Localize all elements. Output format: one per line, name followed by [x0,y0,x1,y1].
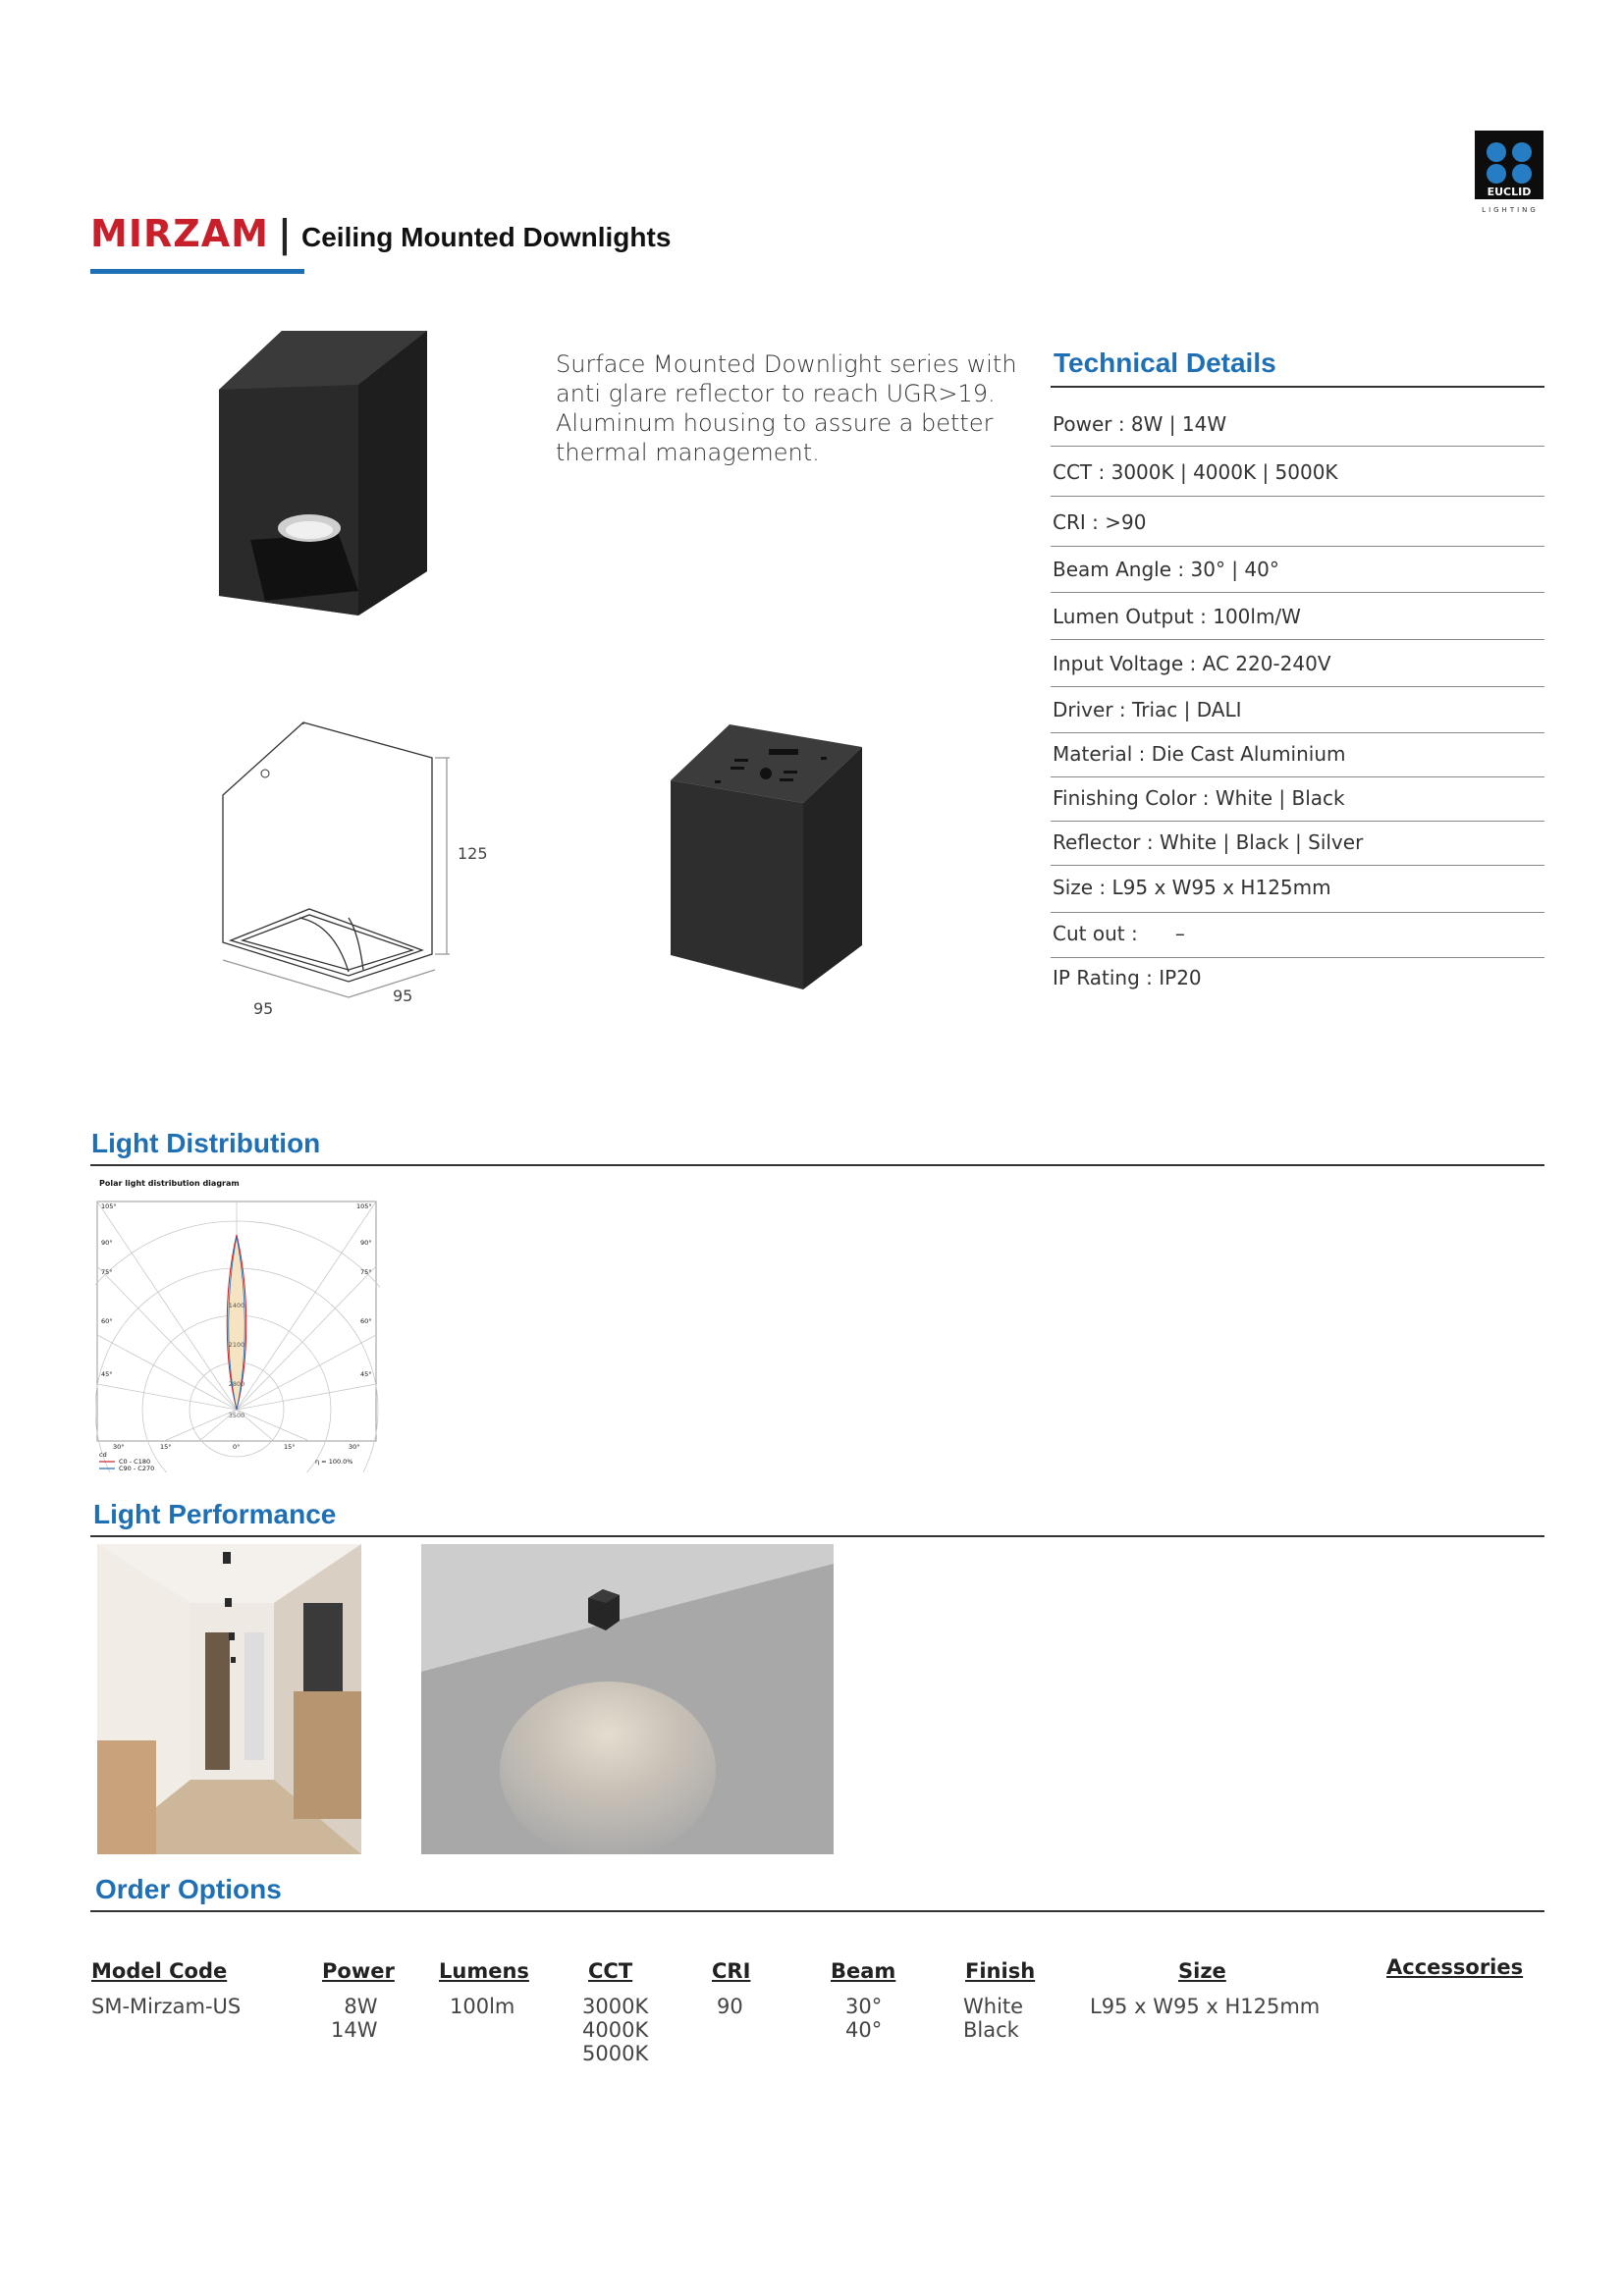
cell-lumens: 100lm [450,1995,515,2018]
cell-size: L95 x W95 x H125mm [1090,1995,1321,2018]
column-header-cct: CCT [588,1959,633,1983]
cell-beam: 30° 40° [845,1995,883,2042]
spec-divider [1051,546,1544,547]
spec-cct: CCT : 3000K | 4000K | 5000K [1053,460,1338,484]
polar-efficiency: η = 100.0% [315,1458,353,1466]
column-header-beam: Beam [831,1959,896,1983]
logo-subtitle: LIGHTING [1482,206,1539,214]
cell-model: SM-Mirzam-US [91,1995,242,2018]
column-header-cri: CRI [712,1959,751,1983]
polar-ring-label: 2100 [228,1341,245,1349]
technical-details-heading: Technical Details [1054,347,1276,378]
light-performance-heading: Light Performance [93,1499,337,1529]
column-header-lumens: Lumens [439,1959,529,1983]
spec-divider [1051,496,1544,497]
column-header-accessories: Accessories [1386,1955,1524,1979]
polar-legend-c90: C90 - C270 [119,1465,155,1472]
spec-divider [1051,957,1544,958]
order-options-heading: Order Options [95,1874,282,1904]
polar-angle-label: 90° [360,1239,372,1247]
brand-separator: | [278,212,292,255]
dimension-drawing [211,717,506,1021]
polar-angle-label: 15° [160,1443,172,1451]
polar-angle-label: 15° [284,1443,296,1451]
spec-driver: Driver : Triac | DALI [1053,698,1242,721]
wall-wash-application-image [421,1544,834,1854]
spec-divider [1051,686,1544,687]
header-underline [90,269,304,274]
polar-ring-label: 3500 [228,1412,245,1419]
polar-angle-label: 90° [101,1239,113,1247]
spec-divider [1051,912,1544,913]
column-header-power: Power [322,1959,395,1983]
light-performance-rule [90,1535,1544,1537]
spec-beam-angle: Beam Angle : 30° | 40° [1053,558,1279,581]
spec-divider [1051,446,1544,447]
spec-divider [1051,592,1544,593]
polar-angle-label: 75° [101,1268,113,1276]
brand-name: MIRZAM [90,212,269,255]
polar-legend-c0: C0 - C180 [119,1458,151,1466]
technical-details-rule [1051,386,1544,388]
spec-ip-rating: IP Rating : IP20 [1053,966,1202,989]
spec-power: Power : 8W | 14W [1053,412,1227,436]
polar-angle-label: 105° [101,1202,117,1210]
spec-size: Size : L95 x W95 x H125mm [1053,876,1331,899]
polar-angle-label: 0° [233,1443,241,1451]
spec-material: Material : Die Cast Aluminium [1053,742,1346,766]
cell-finish: White Black [963,1995,1024,2042]
light-distribution-rule [90,1164,1544,1166]
column-header-model: Model Code [91,1959,228,1983]
polar-angle-label: 45° [101,1370,113,1378]
cell-power: 8W 14W [331,1995,378,2042]
cell-cri: 90 [717,1995,743,2018]
spec-divider [1051,821,1544,822]
spec-divider [1051,776,1544,777]
height-dimension: 125 [458,844,488,863]
polar-distribution-diagram [95,1178,380,1472]
page-title: Ceiling Mounted Downlights [301,222,672,252]
spec-finishing-color: Finishing Color : White | Black [1053,786,1345,810]
polar-angle-label: 60° [360,1317,372,1325]
spec-reflector: Reflector : White | Black | Silver [1053,830,1364,854]
polar-angle-label: 30° [113,1443,125,1451]
polar-unit-label: cd [99,1451,107,1459]
polar-diagram-title: Polar light distribution diagram [99,1179,240,1188]
cell-cct: 3000K 4000K 5000K [582,1995,649,2065]
depth-dimension: 95 [393,987,413,1005]
polar-angle-label: 105° [356,1202,372,1210]
width-dimension: 95 [253,999,274,1018]
spec-cri: CRI : >90 [1053,510,1147,534]
logo-text: EUCLID [1487,186,1532,198]
corridor-application-image [97,1544,361,1854]
order-options-rule [90,1910,1544,1912]
spec-divider [1051,639,1544,640]
polar-angle-label: 75° [360,1268,372,1276]
spec-lumen-output: Lumen Output : 100lm/W [1053,605,1301,628]
product-back-view [656,720,872,994]
euclid-logo [1475,131,1543,199]
light-distribution-heading: Light Distribution [91,1128,321,1158]
spec-input-voltage: Input Voltage : AC 220-240V [1053,652,1331,675]
spec-divider [1051,732,1544,733]
column-header-size: Size [1178,1959,1226,1983]
polar-ring-label: 2800 [228,1380,245,1388]
spec-divider [1051,865,1544,866]
logo-mark-icon [1475,131,1543,199]
polar-angle-label: 30° [349,1443,360,1451]
spec-cut-out: Cut out : – [1053,922,1185,945]
polar-angle-label: 45° [360,1370,372,1378]
column-header-finish: Finish [965,1959,1036,1983]
polar-angle-label: 60° [101,1317,113,1325]
product-photo [211,326,447,618]
product-description: Surface Mounted Downlight series with anti glare reflector to reach UGR>19. Aluminum housing to assure a better thermal management. [556,350,1017,466]
polar-ring-label: 1400 [228,1302,245,1309]
